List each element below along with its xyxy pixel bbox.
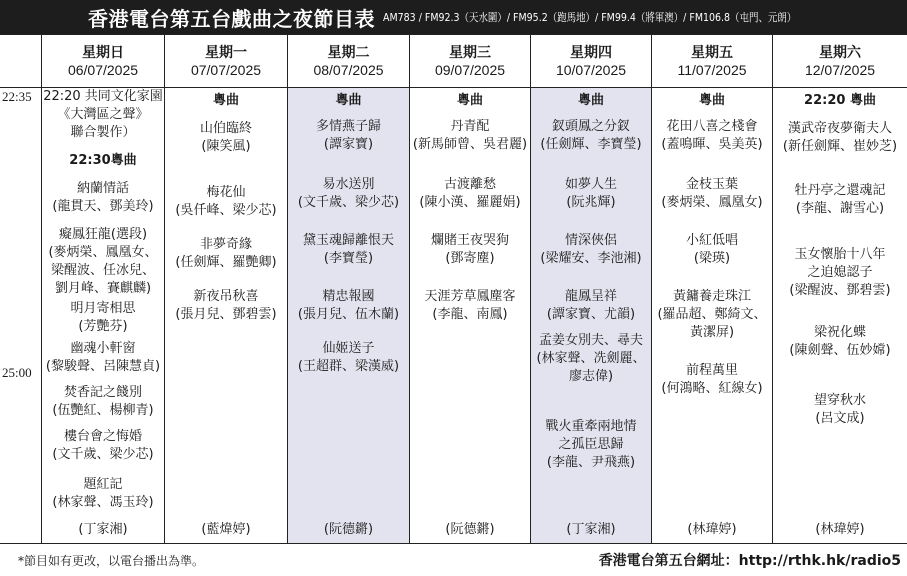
program-performers: (李龍、謝雪心)	[795, 201, 885, 216]
host-credit: (丁家湘)	[78, 522, 128, 537]
program-performers: (梁瑛)	[693, 251, 731, 266]
program-item	[531, 176, 651, 212]
program-list	[165, 88, 287, 543]
program-performers: (任劍輝、李寶瑩)	[540, 137, 642, 152]
program-item	[42, 340, 164, 376]
program-title: 天涯芳草鳳塵客	[424, 289, 516, 304]
program-item	[773, 182, 907, 218]
program-title: 爛賭王夜哭狗	[430, 233, 509, 248]
program-title: 玉女懷胎十八年	[794, 247, 886, 262]
day-date: 12/07/2025	[804, 62, 876, 78]
program-item	[42, 226, 164, 298]
program-performers: (芳艷芬)	[78, 319, 128, 334]
program-segment-header	[531, 92, 651, 110]
program-performers: 劉月峰、賽麒麟)	[54, 281, 152, 296]
program-item	[773, 392, 907, 428]
program-list	[42, 88, 164, 543]
day-name: 星期二	[327, 44, 370, 60]
program-performers: 黃潔屏)	[689, 325, 735, 340]
program-performers: (文千歲、梁少芯)	[52, 447, 154, 462]
program-performers: (新任劍輝、崔妙芝)	[782, 139, 898, 154]
program-item	[410, 176, 530, 212]
program-list	[531, 88, 651, 543]
program-performers: (鄧寄塵)	[445, 251, 495, 266]
program-title: 精忠報國	[322, 289, 375, 304]
day-column	[531, 35, 652, 543]
program-title: 黃鏞養走珠江	[672, 289, 751, 304]
program-performers: (王超群、梁漢威)	[297, 359, 400, 374]
program-title: 粵曲	[698, 93, 725, 108]
program-title: 焚香記之餞別	[63, 385, 142, 400]
host-credit: (阮德鏘)	[323, 522, 374, 537]
program-performers: 《大灣區之聲》	[57, 107, 149, 122]
day-name: 星期四	[570, 44, 612, 60]
program-item	[42, 384, 164, 420]
header-divider	[0, 87, 907, 88]
program-title: 粵曲	[335, 93, 362, 108]
program-item	[410, 288, 530, 324]
program-title: 梁祝化蝶	[813, 325, 866, 340]
program-title: 22:20 粵曲	[804, 93, 876, 108]
program-performers: (張月兒、鄧碧雲)	[175, 307, 277, 322]
program-title: 如夢人生	[564, 177, 617, 192]
program-item	[531, 232, 651, 268]
program-title: 情深俠侶	[564, 233, 617, 248]
day-header	[288, 35, 409, 87]
program-title: 望穿秋水	[813, 393, 866, 408]
program-item	[652, 288, 772, 342]
program-item	[531, 118, 651, 154]
program-list	[288, 88, 409, 543]
program-segment-header	[165, 92, 287, 110]
host-credit: (丁家湘)	[566, 522, 616, 537]
program-title: 粵曲	[456, 93, 483, 108]
day-column	[42, 35, 165, 543]
program-item	[42, 300, 164, 336]
footer-note: *節目如有更改，以電台播出為準。	[18, 553, 205, 568]
program-title: 納蘭情話	[76, 181, 129, 196]
time-mid: 25:00	[2, 365, 32, 380]
program-segment-header	[410, 92, 530, 110]
program-performers: 聯合製作）	[70, 125, 136, 140]
program-title: 丹青配	[450, 119, 490, 134]
program-performers: (李龍、尹飛燕)	[546, 455, 636, 470]
program-title: 戰火重牽兩地情	[545, 419, 637, 434]
day-header	[165, 35, 287, 87]
day-column	[288, 35, 410, 543]
program-title: 花田八喜之棧會	[666, 119, 758, 134]
program-title: 非夢奇緣	[199, 237, 252, 252]
day-name: 星期三	[449, 44, 491, 60]
program-title: 黛玉魂歸離恨天	[302, 233, 394, 248]
day-name: 星期日	[82, 44, 124, 60]
footer-website: 香港電台第五台網址：http://rthk.hk/radio5	[598, 553, 901, 569]
program-item	[410, 232, 530, 268]
program-list	[773, 88, 907, 543]
program-item	[288, 340, 409, 376]
program-performers: (蓋鳴暉、吳美英)	[661, 137, 763, 152]
program-title: 牡丹亭之還魂記	[794, 183, 886, 198]
program-item	[288, 118, 409, 154]
day-date: 11/07/2025	[677, 62, 747, 78]
program-performers: 之迫媳認子	[807, 265, 873, 280]
program-performers: (林家聲、馮玉玲)	[52, 495, 154, 510]
day-date: 07/07/2025	[190, 62, 262, 78]
host-credit: (林瑋婷)	[815, 522, 865, 537]
program-performers: (麥炳榮、鳳凰女)	[661, 195, 763, 210]
program-item	[652, 118, 772, 154]
day-column	[652, 35, 773, 543]
day-date: 09/07/2025	[434, 62, 506, 78]
program-item	[42, 180, 164, 216]
program-performers: (譚家寶、尤韻)	[546, 307, 636, 322]
page-title: 香港電台第五台戲曲之夜節目表	[88, 6, 375, 31]
schedule-grid	[0, 34, 907, 544]
program-title: 梅花仙	[206, 185, 246, 200]
day-name: 星期六	[819, 44, 861, 60]
program-segment-header	[652, 92, 772, 110]
program-performers: (呂文成)	[815, 411, 865, 426]
program-title: 新夜吊秋喜	[193, 289, 259, 304]
program-title: 仙姬送子	[322, 341, 375, 356]
program-performers: (伍艷紅、楊柳青)	[52, 403, 154, 418]
day-header	[652, 35, 772, 87]
program-performers: 梁醒波、任冰兒、	[50, 263, 155, 278]
day-name: 星期五	[691, 44, 733, 60]
program-title: 22:20 共同文化家園	[43, 89, 163, 104]
program-list	[652, 88, 772, 543]
program-item	[165, 184, 287, 220]
program-title: 樓台會之悔婚	[63, 429, 142, 444]
program-title: 22:30粵曲	[69, 153, 137, 168]
program-performers: (阮兆輝)	[566, 195, 616, 210]
program-performers: 廖志偉)	[568, 369, 614, 384]
program-title: 釵頭鳳之分釵	[551, 119, 630, 134]
program-performers: (譚家寶)	[323, 137, 374, 152]
program-title: 癡鳳狂龍(選段)	[58, 227, 148, 242]
program-performers: (麥炳榮、鳳凰女、	[48, 245, 158, 260]
time-column	[0, 35, 42, 543]
program-item	[773, 246, 907, 300]
program-title: 前程萬里	[685, 363, 738, 378]
program-performers: (文千歲、梁少芯)	[297, 195, 400, 210]
program-item	[652, 232, 772, 268]
program-title: 小紅低唱	[685, 233, 738, 248]
program-segment-header	[288, 92, 409, 110]
program-item	[773, 120, 907, 156]
program-item	[165, 120, 287, 156]
program-title: 幽魂小軒窗	[70, 341, 136, 356]
day-header	[410, 35, 530, 87]
program-performers: (何鴻略、紅線女)	[661, 381, 763, 396]
program-title: 龍鳳呈祥	[564, 289, 617, 304]
program-segment-header	[773, 92, 907, 110]
program-item	[288, 288, 409, 324]
program-performers: (林家聲、冼劍麗、	[536, 351, 646, 366]
program-item	[42, 88, 164, 142]
program-performers: (李龍、南鳳)	[432, 307, 508, 322]
program-item	[42, 428, 164, 464]
program-item	[531, 288, 651, 324]
program-performers: (吳仟峰、梁少芯)	[175, 203, 277, 218]
program-performers: (陳笑風)	[201, 139, 251, 154]
program-title: 粵曲	[577, 93, 604, 108]
program-item	[410, 118, 530, 154]
host-credit: (林瑋婷)	[687, 522, 737, 537]
program-title: 多情燕子歸	[315, 119, 381, 134]
day-name: 星期一	[205, 44, 247, 60]
program-title: 題紅記	[83, 477, 123, 492]
program-item	[288, 176, 409, 212]
page-header	[0, 0, 907, 34]
program-performers: (龍貫天、鄧美玲)	[52, 199, 154, 214]
program-performers: (黎駿聲、呂陳慧貞)	[45, 359, 161, 374]
program-performers: (梁醒波、鄧碧雲)	[789, 283, 891, 298]
day-header	[773, 35, 907, 87]
program-title: 粵曲	[212, 93, 239, 108]
day-column	[773, 35, 907, 543]
program-title: 金枝玉葉	[685, 177, 738, 192]
host-credit: (阮德鏘)	[445, 522, 495, 537]
program-performers: (羅品超、鄭綺文、	[657, 307, 767, 322]
program-title: 古渡離愁	[443, 177, 496, 192]
host-credit: (藍煒婷)	[201, 522, 251, 537]
program-item	[531, 418, 651, 472]
program-item	[652, 362, 772, 398]
day-date: 08/07/2025	[313, 62, 384, 78]
program-item	[42, 476, 164, 512]
program-title: 易水送別	[322, 177, 375, 192]
day-column	[165, 35, 288, 543]
program-performers: (陳小漢、羅麗娟)	[419, 195, 521, 210]
frequency-list: AM783 / FM92.3（天水圍）/ FM95.2（跑馬地）/ FM99.4（將軍澳）/ FM106.8（屯門、元朗）	[383, 11, 797, 24]
program-item	[165, 236, 287, 272]
program-item	[773, 324, 907, 360]
program-item	[288, 232, 409, 268]
program-item	[652, 176, 772, 212]
program-title: 山伯臨終	[199, 121, 252, 136]
program-segment-header	[42, 152, 164, 170]
program-performers: 之孤臣思歸	[558, 437, 624, 452]
program-title: 漢武帝夜夢衛夫人	[787, 121, 892, 136]
program-performers: (梁耀安、李池湘)	[540, 251, 642, 266]
day-column	[410, 35, 531, 543]
program-list	[410, 88, 530, 543]
program-title: 明月寄相思	[70, 301, 136, 316]
program-performers: (陳劍聲、伍妙嫦)	[789, 343, 891, 358]
page-footer	[0, 544, 907, 576]
day-header	[42, 35, 164, 87]
day-header	[531, 35, 651, 87]
day-date: 10/07/2025	[555, 62, 627, 78]
program-performers: (任劍輝、羅艷卿)	[175, 255, 277, 270]
program-item	[165, 288, 287, 324]
program-item	[531, 332, 651, 386]
program-title: 孟姜女別夫、尋夫	[538, 333, 643, 348]
time-start: 22:35	[2, 89, 32, 104]
program-performers: (新馬師曾、吳君麗)	[412, 137, 528, 152]
program-performers: (張月兒、伍木蘭)	[297, 307, 400, 322]
day-date: 06/07/2025	[67, 62, 139, 78]
program-performers: (李寶瑩)	[323, 251, 374, 266]
